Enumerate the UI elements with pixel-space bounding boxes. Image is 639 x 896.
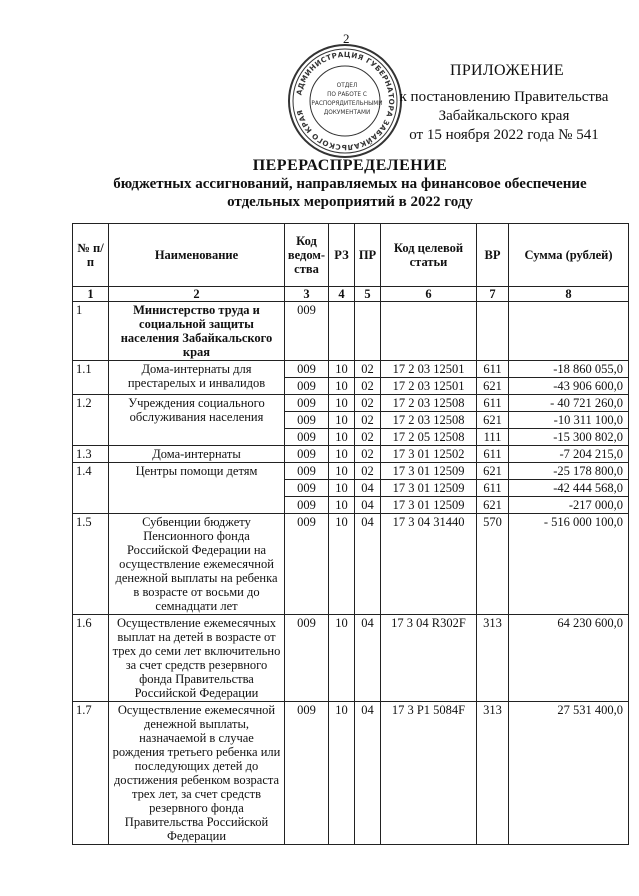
vr-cell: 621	[477, 497, 509, 514]
sum-cell: -18 860 055,0	[509, 361, 629, 378]
header-pr: ПР	[355, 224, 381, 287]
svg-text:ОТДЕЛ: ОТДЕЛ	[336, 83, 358, 89]
vr-cell: 611	[477, 395, 509, 412]
pr-cell: 04	[355, 497, 381, 514]
index-cell: 8	[509, 287, 629, 302]
vr-cell: 111	[477, 429, 509, 446]
target-code-cell: 17 2 03 12501	[381, 378, 477, 395]
header-target-code: Код целевой статьи	[381, 224, 477, 287]
decree-line: к постановлению Правительства	[399, 89, 609, 105]
rz-cell: 10	[329, 429, 355, 446]
rz-cell: 10	[329, 378, 355, 395]
vr-cell: 313	[477, 702, 509, 845]
dept-code-cell: 009	[285, 463, 329, 480]
pr-cell: 04	[355, 702, 381, 845]
table-header-row	[73, 224, 629, 287]
rz-cell: 10	[329, 514, 355, 615]
row-name-cell: Дома-интернаты для престарелых и инвалидов	[109, 361, 285, 395]
table-row	[73, 446, 629, 463]
row-name-cell: Субвенции бюджету Пенсионного фонда Российской Федерации на осуществление ежемесячной денежной выплаты на ребенка в возрасте от восьми до семнадцати лет	[109, 514, 285, 615]
sum-cell: 27 531 400,0	[509, 702, 629, 845]
dept-code-cell: 009	[285, 412, 329, 429]
row-name-cell: Центры помощи детям	[109, 463, 285, 514]
rz-cell: 10	[329, 463, 355, 480]
svg-text:АДМИНИСТРАЦИЯ ГУБЕРНАТОРА ЗАБА: АДМИНИСТРАЦИЯ ГУБЕРНАТОРА ЗАБАЙКАЛЬСКОГО КРАЯ	[294, 49, 397, 153]
decree-line: от 15 ноября 2022 года № 541	[409, 127, 599, 143]
target-code-cell: 17 2 03 12501	[381, 361, 477, 378]
table-row	[73, 702, 629, 845]
row-number-cell: 1.1	[73, 361, 109, 395]
rz-cell: 10	[329, 412, 355, 429]
dept-code-cell: 009	[285, 514, 329, 615]
svg-text:ДОКУМЕНТАМИ: ДОКУМЕНТАМИ	[323, 110, 371, 116]
row-number-cell: 1.7	[73, 702, 109, 845]
row-number-cell: 1.3	[73, 446, 109, 463]
sum-cell: -15 300 802,0	[509, 429, 629, 446]
index-cell: 3	[285, 287, 329, 302]
table-row	[73, 463, 629, 480]
vr-cell: 611	[477, 361, 509, 378]
target-code-cell: 17 2 05 12508	[381, 429, 477, 446]
index-cell: 4	[329, 287, 355, 302]
official-seal-stamp	[286, 42, 404, 160]
pr-cell: 04	[355, 514, 381, 615]
target-code-cell: 17 3 01 12502	[381, 446, 477, 463]
vr-cell: 611	[477, 446, 509, 463]
table-row	[73, 514, 629, 615]
title-subtitle-line: бюджетных ассигнований, направляемых на финансовое обеспечение	[113, 176, 587, 192]
decree-line: Забайкальского края	[438, 108, 570, 124]
table-row	[73, 615, 629, 702]
vr-cell: 611	[477, 480, 509, 497]
target-code-cell: 17 3 04 31440	[381, 514, 477, 615]
title-main: ПЕРЕРАСПРЕДЕЛЕНИЕ	[252, 157, 448, 174]
dept-code-cell: 009	[285, 615, 329, 702]
pr-cell: 02	[355, 463, 381, 480]
header-dept-code: Код ведом-ства	[285, 224, 329, 287]
vr-cell: 313	[477, 615, 509, 702]
row-name-cell: Осуществление ежемесячной денежной выплаты, назначаемой в случае рождения третьего ребенка или последующих детей до достижения ребенком возраста трех лет, за счет средств резервного фонда Правительства Российской Федерации	[109, 702, 285, 845]
row-name-cell: Министерство труда и социальной защиты населения Забайкальского края	[109, 302, 285, 361]
dept-code-cell: 009	[285, 446, 329, 463]
dept-code-cell: 009	[285, 361, 329, 378]
sum-cell: -10 311 100,0	[509, 412, 629, 429]
sum-cell: 64 230 600,0	[509, 615, 629, 702]
pr-cell: 02	[355, 378, 381, 395]
header-vr: ВР	[477, 224, 509, 287]
row-number-cell: 1.2	[73, 395, 109, 446]
title-subtitle-line: отдельных мероприятий в 2022 году	[227, 194, 473, 210]
svg-text:РАСПОРЯДИТЕЛЬНЫМИ: РАСПОРЯДИТЕЛЬНЫМИ	[311, 101, 383, 107]
rz-cell: 10	[329, 615, 355, 702]
sum-cell: - 516 000 100,0	[509, 514, 629, 615]
vr-cell: 621	[477, 378, 509, 395]
vr-cell: 570	[477, 514, 509, 615]
pr-cell: 04	[355, 615, 381, 702]
rz-cell	[329, 302, 355, 361]
pr-cell: 02	[355, 395, 381, 412]
index-cell: 1	[73, 287, 109, 302]
svg-text:ПО РАБОТЕ С: ПО РАБОТЕ С	[327, 92, 367, 98]
rz-cell: 10	[329, 702, 355, 845]
rz-cell: 10	[329, 497, 355, 514]
dept-code-cell: 009	[285, 480, 329, 497]
target-code-cell: 17 3 01 12509	[381, 463, 477, 480]
target-code-cell: 17 3 01 12509	[381, 480, 477, 497]
dept-code-cell: 009	[285, 395, 329, 412]
header-sum: Сумма (рублей)	[509, 224, 629, 287]
target-code-cell: 17 3 04 R302F	[381, 615, 477, 702]
column-index-row	[73, 287, 629, 302]
sum-cell: -43 906 600,0	[509, 378, 629, 395]
rz-cell: 10	[329, 361, 355, 378]
dept-code-cell: 009	[285, 378, 329, 395]
target-code-cell: 17 2 03 12508	[381, 395, 477, 412]
table-row	[73, 395, 629, 412]
sum-cell: -7 204 215,0	[509, 446, 629, 463]
index-cell: 5	[355, 287, 381, 302]
table-row	[73, 361, 629, 378]
document-title	[60, 156, 639, 211]
rz-cell: 10	[329, 480, 355, 497]
sum-cell	[509, 302, 629, 361]
rz-cell: 10	[329, 446, 355, 463]
sum-cell: -42 444 568,0	[509, 480, 629, 497]
rz-cell: 10	[329, 395, 355, 412]
dept-code-cell: 009	[285, 429, 329, 446]
dept-code-cell: 009	[285, 702, 329, 845]
dept-code-cell: 009	[285, 497, 329, 514]
target-code-cell: 17 2 03 12508	[381, 412, 477, 429]
header-num: № п/п	[73, 224, 109, 287]
vr-cell: 621	[477, 412, 509, 429]
pr-cell: 02	[355, 429, 381, 446]
sum-cell: - 40 721 260,0	[509, 395, 629, 412]
sum-cell: -25 178 800,0	[509, 463, 629, 480]
pr-cell: 02	[355, 361, 381, 378]
target-code-cell	[381, 302, 477, 361]
header-rz: РЗ	[329, 224, 355, 287]
row-name-cell: Дома-интернаты	[109, 446, 285, 463]
appendix-label: ПРИЛОЖЕНИЕ	[450, 62, 565, 79]
pr-cell	[355, 302, 381, 361]
row-number-cell: 1	[73, 302, 109, 361]
row-name-cell: Осуществление ежемесячных выплат на детей в возрасте от трех до семи лет включительно за счет средств резервного фонда Правительства Российской Федерации	[109, 615, 285, 702]
table-row	[73, 302, 629, 361]
row-number-cell: 1.4	[73, 463, 109, 514]
sum-cell: -217 000,0	[509, 497, 629, 514]
vr-cell	[477, 302, 509, 361]
index-cell: 6	[381, 287, 477, 302]
pr-cell: 04	[355, 480, 381, 497]
dept-code-cell: 009	[285, 302, 329, 361]
row-number-cell: 1.6	[73, 615, 109, 702]
pr-cell: 02	[355, 412, 381, 429]
header-name: Наименование	[109, 224, 285, 287]
row-number-cell: 1.5	[73, 514, 109, 615]
index-cell: 7	[477, 287, 509, 302]
page-number: 2	[343, 31, 350, 46]
target-code-cell: 17 3 P1 5084F	[381, 702, 477, 845]
vr-cell: 621	[477, 463, 509, 480]
index-cell: 2	[109, 287, 285, 302]
target-code-cell: 17 3 01 12509	[381, 497, 477, 514]
budget-reallocation-table	[72, 223, 629, 845]
pr-cell: 02	[355, 446, 381, 463]
row-name-cell: Учреждения социального обслуживания населения	[109, 395, 285, 446]
decree-reference	[398, 88, 610, 145]
